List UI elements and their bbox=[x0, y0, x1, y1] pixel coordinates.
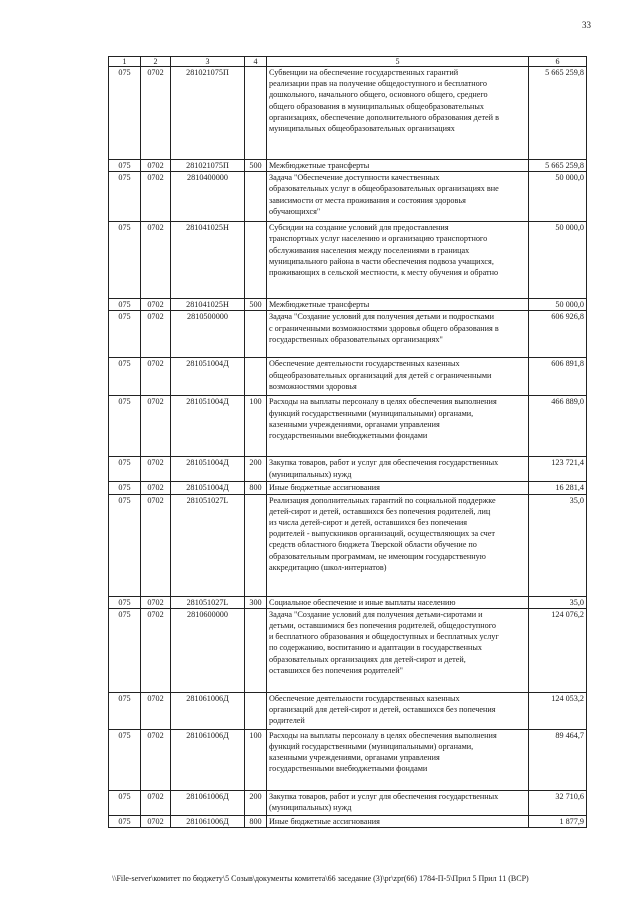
amount-cell: 123 721,4 bbox=[529, 457, 587, 482]
description-line: государственных образовательных организациях" bbox=[269, 334, 443, 344]
description-line: Закупка товаров, работ и услуг для обеспечения государственных bbox=[269, 791, 499, 801]
description-cell bbox=[267, 457, 529, 482]
section-code: 0702 bbox=[141, 494, 171, 596]
target-article-code: 281061006Д bbox=[171, 692, 245, 729]
amount-cell: 5 665 259,8 bbox=[529, 160, 587, 172]
target-article-code: 281051004Д bbox=[171, 457, 245, 482]
amount-cell: 50 000,0 bbox=[529, 299, 587, 311]
section-code: 0702 bbox=[141, 692, 171, 729]
section-code: 0702 bbox=[141, 596, 171, 608]
description-line: образовательных услуг в общеобразовательных организациях вне bbox=[269, 184, 499, 194]
table-row bbox=[109, 729, 587, 790]
description-line: государственными внебюджетными фондами bbox=[269, 764, 428, 774]
description-line: обслуживания населения между поселениями в границах bbox=[269, 245, 470, 255]
description-line: образовательных организациях для детей-сирот и детей, bbox=[269, 654, 466, 664]
description-line: казенными учреждениями, органами управления bbox=[269, 753, 440, 763]
target-article-code: 281051004Д bbox=[171, 396, 245, 457]
description-line: Иные бюджетные ассигнования bbox=[269, 483, 380, 493]
description-cell bbox=[267, 160, 529, 172]
amount-cell: 16 281,4 bbox=[529, 482, 587, 494]
table-row bbox=[109, 692, 587, 729]
header-col-5: 5 bbox=[267, 57, 529, 67]
amount-cell: 35,0 bbox=[529, 596, 587, 608]
description-cell bbox=[267, 172, 529, 222]
target-article-code: 281051027L bbox=[171, 494, 245, 596]
target-article-code: 2810600000 bbox=[171, 608, 245, 692]
expense-type-code bbox=[245, 692, 267, 729]
description-line: детьми, оставшимися без попечения родителей, общедоступного bbox=[269, 621, 497, 631]
header-col-3: 3 bbox=[171, 57, 245, 67]
section-code: 0702 bbox=[141, 482, 171, 494]
description-line: Межбюджетные трансферты bbox=[269, 161, 370, 170]
expense-type-code: 500 bbox=[245, 299, 267, 311]
chapter-code: 075 bbox=[109, 172, 141, 222]
description-cell bbox=[267, 358, 529, 396]
description-line: Субвенции на обеспечение государственных гарантий bbox=[269, 68, 459, 77]
target-article-code: 281061006Д bbox=[171, 815, 245, 827]
chapter-code: 075 bbox=[109, 482, 141, 494]
chapter-code: 075 bbox=[109, 692, 141, 729]
header-col-4: 4 bbox=[245, 57, 267, 67]
description-line: проживающих в сельской местности, к месту обучения и обратно bbox=[269, 268, 499, 278]
description-cell bbox=[267, 222, 529, 299]
description-line: организаций для детей-сирот и детей, оставшихся без попечения bbox=[269, 705, 496, 715]
section-code: 0702 bbox=[141, 311, 171, 358]
expense-type-code: 500 bbox=[245, 160, 267, 172]
table-row bbox=[109, 67, 587, 160]
table-row bbox=[109, 299, 587, 311]
description-line: муниципального района в части обеспечения подвоза учащихся, bbox=[269, 256, 494, 266]
description-line: зависимости от места проживания и состояния здоровья bbox=[269, 195, 466, 205]
description-line: общего образования в муниципальных общеобразовательных bbox=[269, 101, 485, 111]
table-row bbox=[109, 596, 587, 608]
expense-type-code: 200 bbox=[245, 790, 267, 815]
section-code: 0702 bbox=[141, 608, 171, 692]
amount-cell: 32 710,6 bbox=[529, 790, 587, 815]
table-row bbox=[109, 494, 587, 596]
description-line: Обеспечение деятельности государственных казенных bbox=[269, 359, 460, 369]
expense-type-code: 300 bbox=[245, 596, 267, 608]
description-cell bbox=[267, 299, 529, 311]
description-line: государственными внебюджетными фондами bbox=[269, 431, 428, 441]
description-line: возможностями здоровья bbox=[269, 381, 357, 391]
section-code: 0702 bbox=[141, 222, 171, 299]
amount-cell: 5 665 259,8 bbox=[529, 67, 587, 160]
description-cell bbox=[267, 494, 529, 596]
description-line: функций государственными (муниципальными) органами, bbox=[269, 408, 474, 418]
description-line: Субсидии на создание условий для предоставления bbox=[269, 223, 449, 233]
description-line: и бесплатного образования и общедоступных и бесплатных услуг bbox=[269, 632, 499, 642]
target-article-code: 281051004Д bbox=[171, 358, 245, 396]
description-line: с ограниченными возможностями здоровья общего образования в bbox=[269, 323, 499, 333]
chapter-code: 075 bbox=[109, 608, 141, 692]
expense-type-code bbox=[245, 311, 267, 358]
chapter-code: 075 bbox=[109, 160, 141, 172]
description-line: организациях, обеспечение дополнительного образования детей в bbox=[269, 112, 499, 122]
description-line: средств областного бюджета Тверской области обучение по bbox=[269, 540, 477, 550]
chapter-code: 075 bbox=[109, 67, 141, 160]
amount-cell: 50 000,0 bbox=[529, 222, 587, 299]
target-article-code: 281041025Н bbox=[171, 299, 245, 311]
description-line: детей-сирот и детей, оставшихся без попечения родителей, лиц bbox=[269, 506, 491, 516]
amount-cell: 606 891,8 bbox=[529, 358, 587, 396]
description-cell bbox=[267, 311, 529, 358]
table-row bbox=[109, 608, 587, 692]
amount-cell: 124 076,2 bbox=[529, 608, 587, 692]
description-cell bbox=[267, 608, 529, 692]
description-line: муниципальных общеобразовательных организациях bbox=[269, 124, 455, 134]
amount-cell: 466 889,0 bbox=[529, 396, 587, 457]
description-line: по содержанию, воспитанию и адаптации в государственных bbox=[269, 643, 482, 653]
description-line: Задача "Создание условий для получения детьми и подростками bbox=[269, 312, 494, 322]
description-line: транспортных услуг населению и организацию транспортного bbox=[269, 234, 488, 244]
chapter-code: 075 bbox=[109, 358, 141, 396]
description-cell bbox=[267, 790, 529, 815]
target-article-code: 2810400000 bbox=[171, 172, 245, 222]
description-cell bbox=[267, 692, 529, 729]
table-row bbox=[109, 790, 587, 815]
table-row bbox=[109, 160, 587, 172]
section-code: 0702 bbox=[141, 396, 171, 457]
table-row bbox=[109, 482, 587, 494]
description-line: функций государственными (муниципальными) органами, bbox=[269, 742, 474, 752]
description-line: аккредитацию (школ-интернатов) bbox=[269, 562, 387, 572]
description-cell bbox=[267, 482, 529, 494]
description-line: Закупка товаров, работ и услуг для обеспечения государственных bbox=[269, 458, 499, 468]
expense-type-code bbox=[245, 67, 267, 160]
budget-table bbox=[108, 56, 587, 828]
description-line: (муниципальных) нужд bbox=[269, 803, 352, 813]
chapter-code: 075 bbox=[109, 815, 141, 827]
description-line: оставшихся без попечения родителей" bbox=[269, 665, 403, 675]
chapter-code: 075 bbox=[109, 729, 141, 790]
target-article-code: 281021075П bbox=[171, 160, 245, 172]
description-line: из числа детей-сирот и детей, оставшихся без попечения bbox=[269, 518, 468, 528]
section-code: 0702 bbox=[141, 358, 171, 396]
expense-type-code bbox=[245, 222, 267, 299]
table-row bbox=[109, 311, 587, 358]
chapter-code: 075 bbox=[109, 790, 141, 815]
section-code: 0702 bbox=[141, 172, 171, 222]
description-line: образовательным программам, не имеющим государственную bbox=[269, 551, 486, 561]
table-row bbox=[109, 172, 587, 222]
description-cell bbox=[267, 596, 529, 608]
description-cell bbox=[267, 815, 529, 827]
expense-type-code bbox=[245, 494, 267, 596]
target-article-code: 281061006Д bbox=[171, 729, 245, 790]
amount-cell: 606 926,8 bbox=[529, 311, 587, 358]
amount-cell: 124 053,2 bbox=[529, 692, 587, 729]
description-line: общеобразовательных организаций для детей с ограниченными bbox=[269, 370, 492, 380]
target-article-code: 281061006Д bbox=[171, 790, 245, 815]
header-col-6: 6 bbox=[529, 57, 587, 67]
expense-type-code: 800 bbox=[245, 815, 267, 827]
expense-type-code bbox=[245, 172, 267, 222]
page-number: 33 bbox=[582, 20, 591, 30]
expense-type-code: 100 bbox=[245, 729, 267, 790]
amount-cell: 89 464,7 bbox=[529, 729, 587, 790]
description-line: Задача "Создание условий для получения детьми-сиротами и bbox=[269, 609, 483, 619]
expense-type-code: 800 bbox=[245, 482, 267, 494]
description-line: реализации прав на получение общедоступного и бесплатного bbox=[269, 79, 487, 89]
section-code: 0702 bbox=[141, 790, 171, 815]
section-code: 0702 bbox=[141, 457, 171, 482]
target-article-code: 281051027L bbox=[171, 596, 245, 608]
table-row bbox=[109, 815, 587, 827]
section-code: 0702 bbox=[141, 299, 171, 311]
table-row bbox=[109, 358, 587, 396]
description-line: Обеспечение деятельности государственных казенных bbox=[269, 693, 460, 703]
description-line: Задача "Обеспечение доступности качественных bbox=[269, 173, 440, 183]
description-line: Социальное обеспечение и иные выплаты населению bbox=[269, 597, 456, 607]
section-code: 0702 bbox=[141, 67, 171, 160]
expense-type-code bbox=[245, 358, 267, 396]
description-line: казенными учреждениями, органами управления bbox=[269, 419, 440, 429]
description-line: Реализация дополнительных гарантий по социальной поддержке bbox=[269, 495, 496, 505]
description-cell bbox=[267, 729, 529, 790]
chapter-code: 075 bbox=[109, 299, 141, 311]
section-code: 0702 bbox=[141, 160, 171, 172]
description-line: Расходы на выплаты персоналу в целях обеспечения выполнения bbox=[269, 397, 497, 407]
description-line: (муниципальных) нужд bbox=[269, 469, 352, 479]
table-row bbox=[109, 457, 587, 482]
expense-type-code bbox=[245, 608, 267, 692]
target-article-code: 281051004Д bbox=[171, 482, 245, 494]
table-header-row bbox=[109, 57, 587, 67]
description-line: Межбюджетные трансферты bbox=[269, 300, 370, 310]
expense-type-code: 200 bbox=[245, 457, 267, 482]
table-row bbox=[109, 222, 587, 299]
amount-cell: 35,0 bbox=[529, 494, 587, 596]
section-code: 0702 bbox=[141, 729, 171, 790]
target-article-code: 281021075П bbox=[171, 67, 245, 160]
amount-cell: 1 877,9 bbox=[529, 815, 587, 827]
description-line: Иные бюджетные ассигнования bbox=[269, 816, 380, 826]
chapter-code: 075 bbox=[109, 396, 141, 457]
file-path-footer: \\File-server\комитет по бюджету\5 Созыв\документы комитета\66 заседание (3)\pr\zpr(66) 1784-П-5\Прил 5 Прил 11 (ВСР) bbox=[112, 874, 529, 883]
description-line: родителей bbox=[269, 716, 305, 726]
expense-type-code: 100 bbox=[245, 396, 267, 457]
chapter-code: 075 bbox=[109, 222, 141, 299]
description-line: дошкольного, начального общего, основного общего, среднего bbox=[269, 90, 488, 100]
chapter-code: 075 bbox=[109, 494, 141, 596]
chapter-code: 075 bbox=[109, 311, 141, 358]
description-line: Расходы на выплаты персоналу в целях обеспечения выполнения bbox=[269, 730, 497, 740]
chapter-code: 075 bbox=[109, 457, 141, 482]
table-row bbox=[109, 396, 587, 457]
section-code: 0702 bbox=[141, 815, 171, 827]
header-col-2: 2 bbox=[141, 57, 171, 67]
description-line: родителей - выпускников организаций, осуществляющих за счет bbox=[269, 529, 496, 539]
target-article-code: 2810500000 bbox=[171, 311, 245, 358]
header-col-1: 1 bbox=[109, 57, 141, 67]
description-cell bbox=[267, 67, 529, 160]
chapter-code: 075 bbox=[109, 596, 141, 608]
description-line: обучающихся" bbox=[269, 206, 321, 216]
amount-cell: 50 000,0 bbox=[529, 172, 587, 222]
description-cell bbox=[267, 396, 529, 457]
target-article-code: 281041025Н bbox=[171, 222, 245, 299]
